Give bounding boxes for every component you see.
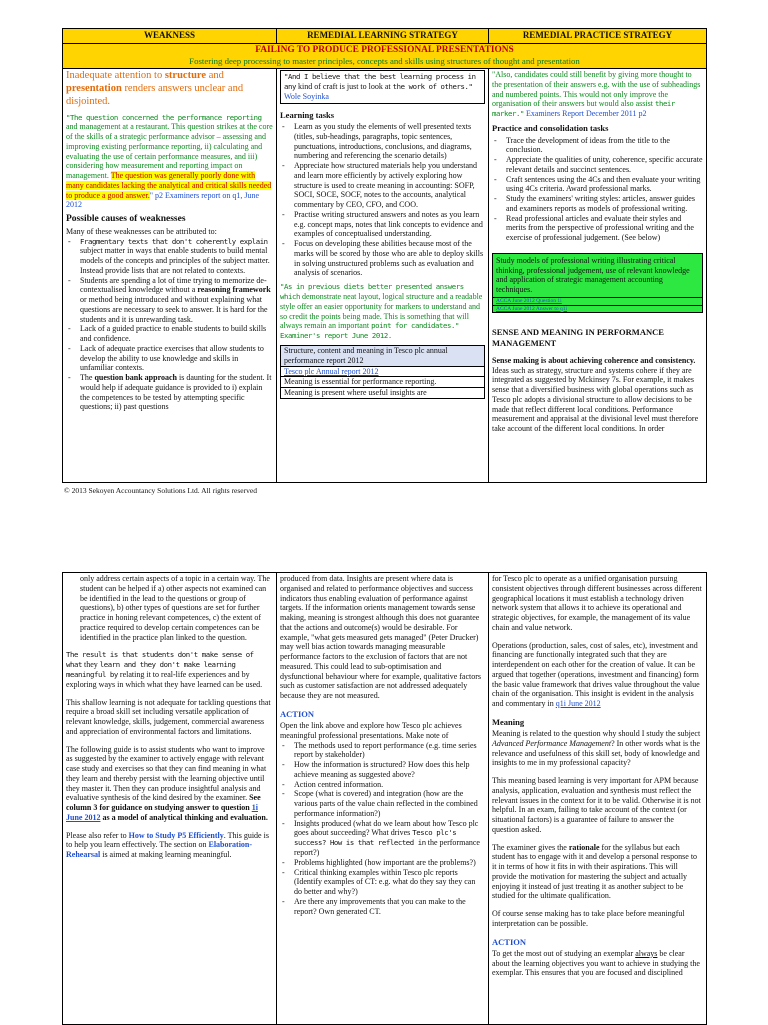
practice-strategy-column-cont [489,573,707,1025]
shallow-learning-paragraph: This shallow learning is not adequate for tackling questions that require a broad skill set including versatile application of relevant knowledge, skills, judgement, commercial awareness and appreciation of environmental factors and limitations. [66,697,271,736]
action-intro: Open the link above and explore how Tesco plc achieves meaningful professional presentations. Make note of [280,721,462,740]
banner [63,44,707,69]
elaboration-rehearsal-link[interactable]: Elaboration-Rehearsal [66,840,253,860]
examiner-report-quote: "As in previous diets better presented answers which demonstrate neat layout, logical structure and a readable style offer an easier opportunity for markers to understand and so credit the points being made. This is something that will always remain an important point for candidates." Examiner's report June 2012. [280,282,483,341]
learning-strategy-column [277,69,489,483]
list-item: - Students are spending a lot of time trying to memorize de-contextualised knowledge without a reasoning framework or method being introduced and without explaining what questions are necessary to seek to answer. It is hard for the students and it is unrewarding task. [80,276,273,325]
acca-answer-link[interactable]: ACCA June 2012 Answer to q1i [493,305,702,313]
sense-making-note: Of course sense making has to take place before meaningful interpretation can be possible. [492,909,685,928]
examiner-quote: "The question concerned the performance reporting and management at a restaurant. This question strikes at the core of the skills of a strategic performance advisor – assessing and improving existing performance reporting, ii) calculating and evaluating the use of certain performance measures, and iii) considering how measurement and reporting impact on management. The question was generally poorly done with many candidates lacking the analytical and critical skills needed to produce a good answer." p2 Examiners report on q1, June 2012 [66,112,273,210]
tesco-box-line: Meaning is essential for performance reporting. [281,377,484,388]
weakness-intro: Inadequate attention to structure and presentation renders answers unclear and disjointed. [66,70,244,107]
guide-paragraph: The following guide is to assist students who want to improve as suggested by the examiner to actively engage with relevant case study and exercises so that they can find meaning in what they learn and thereby persist with the learning objective until they master it. Then they can produce insightful analysis and evaluative synthesis of the kind desired by the examiner. See column 3 for guidance on studying answer to question 1i June 2012 as a model of analytical thinking and evaluation. [66,744,268,822]
strategy-table-page-2 [62,572,707,1025]
soyinka-quote-box: "And I believe that the best learning process in any kind of craft is just to look at the work of others." Wole Soyinka [280,70,485,104]
list-item: - Appreciate the qualities of unity, coherence, specific accurate relevant details and succinct sentences. [506,155,703,175]
meaning-based-paragraph: This meaning based learning is very important for APM because analysis, application, evaluation and synthesis must reflect the relevant issues in the context for it to be valid. Otherwise it is not helpful. In an exam, failing to take account of the context (or situational factors) is a guarantee of failure to answer the question asked. [492,776,701,834]
result-paragraph: The result is that students don't make sense of what they learn and they don't make learning meaningful by relating it to real-life experiences and by exploring ways in which what they have learned can be used. [66,650,263,689]
header-row [63,29,707,44]
learning-tasks-list [280,122,485,278]
tesco-annual-report-link[interactable]: Tesco plc Annual report 2012 [281,367,484,378]
causes-intro: Many of these weaknesses can be attributed to: [66,226,217,236]
tesco-box [280,345,485,399]
list-item: - Action centred information. [294,780,485,790]
list-item: - Scope (what is covered) and integration (how are the various parts of the value chain reflected in the combined performance information?) [294,789,485,818]
list-item: - Lack of a guided practice to enable students to build skills and confidence. [80,324,273,344]
banner-subtitle: Fostering deep processing to master principles, concepts and skills using structures of thought and presentation [189,56,580,67]
action-title-2: ACTION [492,936,527,947]
insights-paragraph: produced from data. Insights are present where data is organised and related to performance objectives and success indicators thus enabling evaluation of performance against targets. If the information orients management towards sense making, meaning is strongest although this does not guarantee that the actions and outcome(s) would be desirable. For example, "what gets measured gets managed" (Peter Drucker) may well bias action towards managing measurable performance factors to the exclusion of factors that are not measured. This could lead to sub-optimisation and dysfunctional behaviour where for example, qualitative factors such as customer satisfaction are not addressed adequately because they are not measured. [280,574,482,700]
list-item: - Focus on developing these abilities because most of the marks will be scored by those who are able to deploy skills in solving unstructured problems such as evaluation and analysis of scenarios. [294,239,485,278]
sense-meaning-title: SENSE AND MEANING IN PERFORMANCE MANAGEMENT [492,327,664,348]
list-item: - Critical thinking examples within Tesco plc reports (Identify examples of CT: e.g. what do they say they can do better and why?) [294,868,485,897]
list-item: - Read professional articles and evaluate their styles and merits from the perspective of professional writing and the exercise of professional judgement. (See below) [506,214,703,243]
page-2 [62,572,706,1024]
list-item: - How the information is structured? How does this help achieve meaning as suggested above? [294,760,485,780]
learning-strategy-column-cont [277,573,489,1025]
meaning-paragraph: Meaning is related to the question why should I study the subject Advanced Performance Management? In other words what is the relevance and usefulness of this skill set, body of knowledge and insights to me in my professional capacity? [492,729,701,768]
list-item: - Are there any improvements that you can make to the report? Own generated CT. [294,897,485,917]
header-learning-strategy: REMEDIAL LEARNING STRATEGY [277,29,489,44]
list-item: - Practise writing structured answers and notes as you learn e.g. concept maps, notes that link concepts to evidence and examples of conceptualised understanding. [294,210,485,239]
list-item: - Study the examiners' writing styles: articles, answer guides and examiners reports as models of professional writing. [506,194,703,214]
header-weakness: WEAKNESS [63,29,277,44]
action-title: ACTION [280,708,315,719]
action-list [280,741,485,917]
weakness-column-cont [63,573,277,1025]
list-item: - Insights produced (what do we learn about how Tesco plc goes about succeeding? What drives Tesco plc's success? How is that reflected in the performance report?) [294,819,485,858]
list-item: - Fragmentary texts that don't coherently explain subject matter in ways that enable students to build mental models of the concepts and principles of the subject matter. Instead provide lists that are not related to contexts. [80,237,273,276]
banner-title: FAILING TO PRODUCE PROFESSIONAL PRESENTATIONS [255,45,514,55]
question-bank-cont: only address certain aspects of a topic in a certain way. The student can be helped if a) other aspects not examined can be identified in the lead to the questions or group of questions), b) other types of questions are set for further practice in honing relevant competences, c) the extent of practice required to develop certain competences can be identified in the practice plan linked to the question. [80,574,270,642]
banner-row [63,44,707,69]
header-practice-strategy: REMEDIAL PRACTICE STRATEGY [489,29,707,44]
q1i-june-2012-link[interactable]: q1i June 2012 [555,699,601,708]
exemplar-paragraph: To get the most out of studying an exemplar always be clear about the learning objectives you want to achieve in studying the exemplar. This ensures that you are focused and disciplined [492,948,700,978]
how-to-study-paragraph: Please also refer to How to Study P5 Efficiently. This guide is to help you learn effectively. The section on Elaboration-Rehearsal is aimed at making learning meaningful. [66,830,269,860]
strategy-table-page-1 [62,28,707,483]
weakness-column [63,69,277,483]
practice-tasks-list [492,136,703,243]
tesco-box-title: Structure, content and meaning in Tesco plc annual performance report 2012 [281,346,484,367]
meaning-title: Meaning [492,716,525,727]
study-models-box [492,253,703,313]
causes-title: Possible causes of weaknesses [66,214,186,225]
practice-strategy-column [489,69,707,483]
list-item: - Lack of adequate practice exercises that allow students to develop the ability to use knowledge and skills in unfamiliar contexts. [80,344,273,373]
list-item: - Problems highlighted (how important are the problems?) [294,858,485,868]
examiner-dec-quote: "Also, candidates could still benefit by giving more thought to the presentation of their answers e.g. with the use of subheadings and numbered points. This would not only improve the organisation of their answers but would also assist their marker." Examiners Report December 2011 p2 [492,70,701,119]
june-2012-link[interactable]: 1i June 2012 [66,803,258,822]
rationale-paragraph: The examiner gives the rationale for the syllabus but each student has to engage with it and develop a personal response to it in terms of how it fits in with their aspirations. This will provide the motivation for mastering the subject and actually enjoying it instead of just treating it as another subject to be studied for the ultimate qualification. [492,842,698,901]
body-row-page-2 [63,573,707,1025]
list-item: - Learn as you study the elements of well presented texts (titles, sub-headings, paragraphs, topic sentences, punctuations, introductions, conclusions, and diagrams, numbering and referencing the scenario details) [294,122,485,161]
causes-list [66,237,273,413]
how-to-study-link[interactable]: How to Study P5 Efficiently [128,830,224,840]
copyright: © 2013 Sekoyen Accountancy Solutions Ltd. All rights reserved [64,486,257,496]
study-models-text: Study models of professional writing illustrating critical thinking, professional judgement, use of relevant knowledge and application of strategic management accounting techniques. [493,254,702,297]
sense-making-paragraph: Sense making is about achieving coherence and consistency. Ideas such as strategy, structure and systems cohere if they are integrated as suggested by Mckinsey 7s. For example, it makes sense that a diversified business with global operations such as Tesco plc adopts a divisional structure to allow decisions to be made that reflect different local conditions. Performance measurement and appraisal at the divisional level must therefore take account of the different local conditions. In order [492,355,699,434]
list-item: - Appreciate how structured materials help you understand and learn more efficiently by actively exploring how structure is used to create meaning in accounting: SOFP, SOCI, SOCE, SOCF, notes to the accounts, analytical commentary by CEO, CFO, and COO. [294,161,485,210]
page-1 [62,28,706,496]
body-row-page-1 [63,69,707,483]
practice-tasks-title: Practice and consolidation tasks [492,123,609,134]
list-item: - The methods used to report performance (e.g. time series report by stakeholder) [294,741,485,761]
tesco-box-line: Meaning is present where useful insights are [284,388,427,398]
acca-question-link[interactable]: ACCA June 2012 Question 1i [493,297,702,305]
operations-paragraph: Operations (production, sales, cost of sales, etc), investment and financing are functionally integrated such that they are interdependent on each other for the creation of value. It can be argued that together (operations, investment and financing) form the basic value framework that drives value throughout the value chain of the organisation. This insight is evident in the analysis and commentary in q1i June 2012 [492,640,700,708]
quote-author: Wole Soyinka [284,91,329,101]
tesco-network-paragraph: for Tesco plc to operate as a unified organisation pursuing consistent objectives through different businesses across different geographical locations it must establish a technology driven network system that allows it to achieve its operational and strategic objectives, for example, the management of its value chain and value network. [492,574,702,632]
list-item: - Trace the development of ideas from the title to the conclusion. [506,136,703,156]
list-item: - Craft sentences using the 4Cs and then evaluate your writing using 4Cs criteria. Award professional marks. [506,175,703,195]
learning-tasks-title: Learning tasks [280,109,335,120]
list-item: - The question bank approach is daunting for the student. It would help if adequate guidance is provided to i) explain the competences to be tested by attempting specific questions; ii) past questions [80,373,273,412]
